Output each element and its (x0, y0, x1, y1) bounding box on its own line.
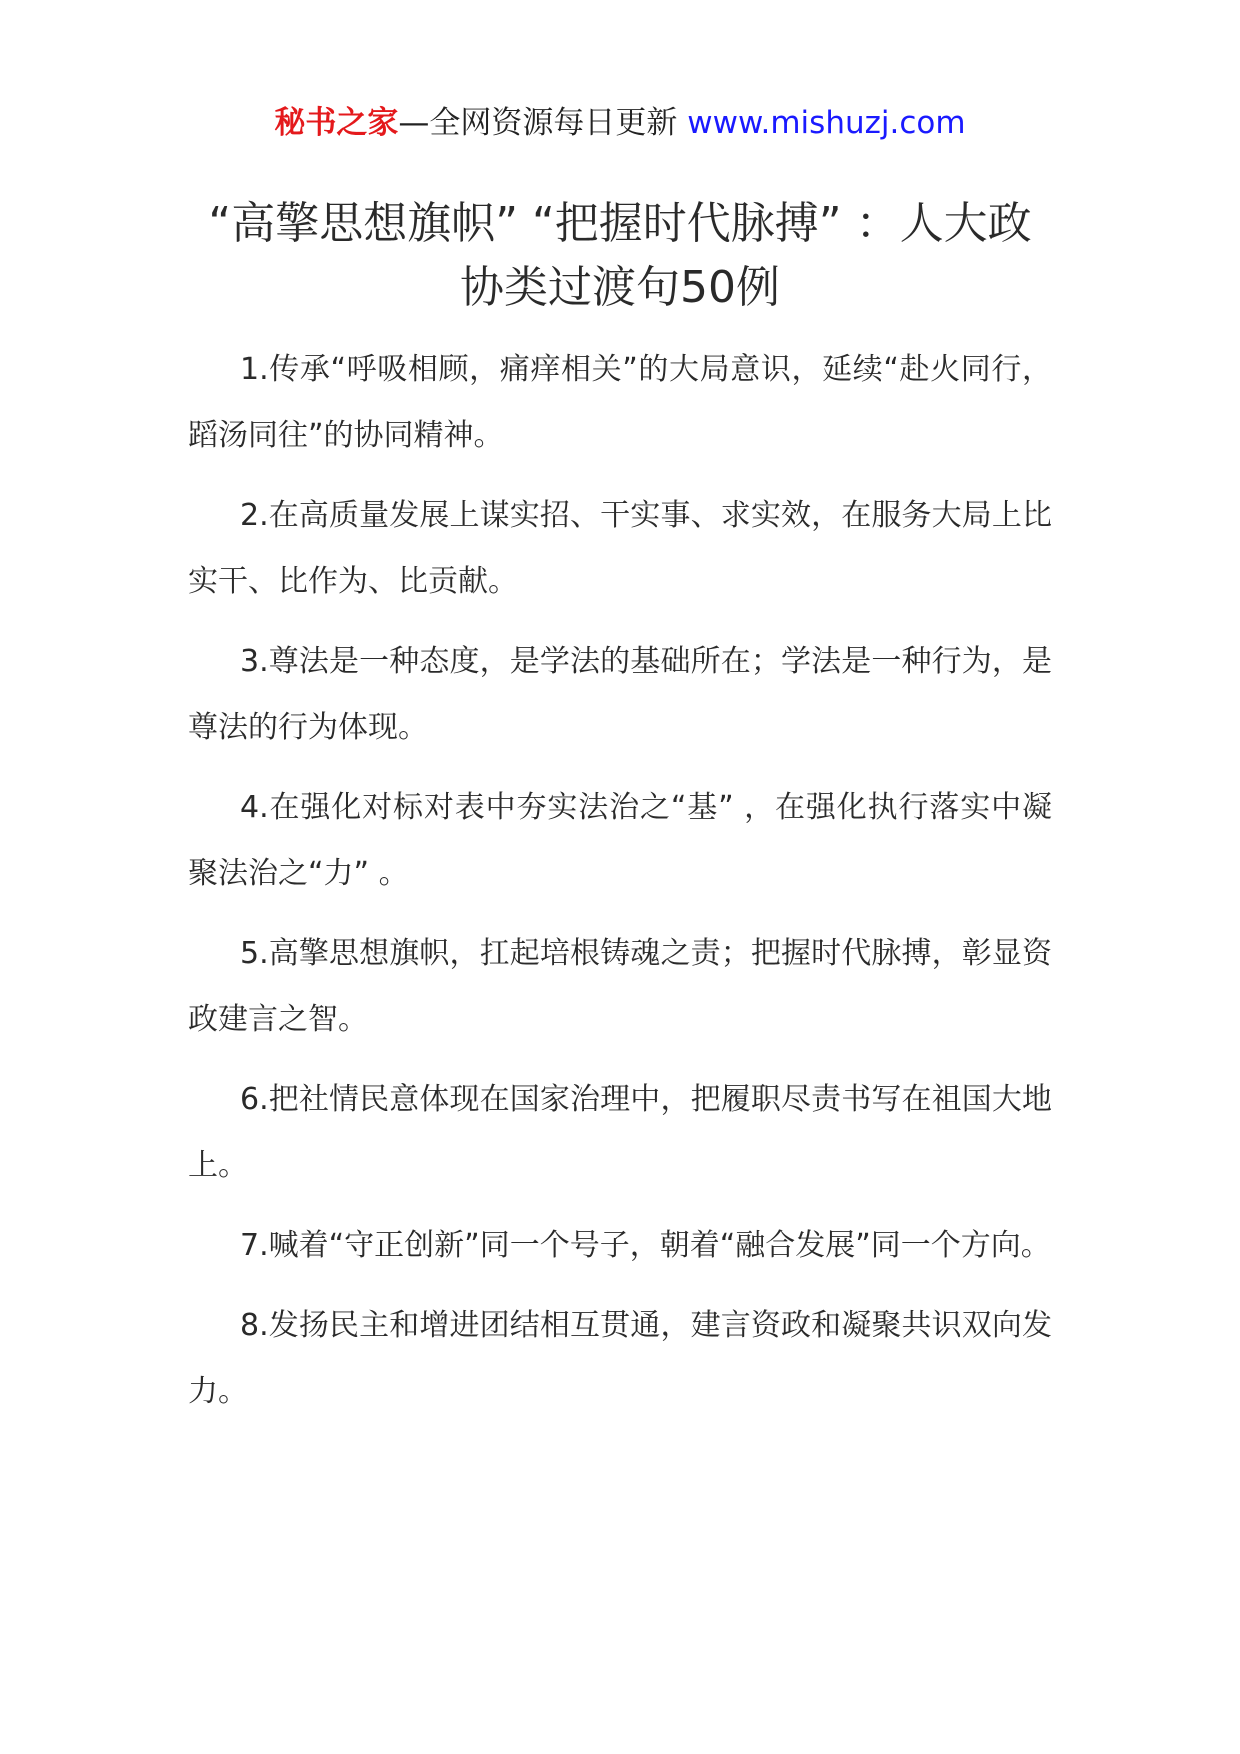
list-item: 2.在高质量发展上谋实招、干实事、求实效，在服务大局上比实干、比作为、比贡献。 (188, 498, 1052, 599)
list-item: 7.喊着“守正创新”同一个号子，朝着“融合发展”同一个方向。 (240, 1228, 1051, 1263)
site-url-link[interactable]: www.mishuzj.com (687, 105, 966, 141)
list-item: 5.高擎思想旗帜，扛起培根铸魂之责；把握时代脉搏，彰显资政建言之智。 (188, 936, 1052, 1037)
document-title: “高擎思想旗帜” “把握时代脉搏” ：人大政协类过渡句50例 (208, 198, 1032, 313)
brand-name: 秘书之家 (274, 105, 399, 141)
site-header (0, 100, 1240, 146)
list-item: 1.传承“呼吸相顾，痛痒相关”的大局意识，延续“赴火同行，蹈汤同往”的协同精神。 (188, 352, 1052, 453)
list-item: 4.在强化对标对表中夯实法治之“基” ，在强化执行落实中凝聚法治之“力” 。 (188, 790, 1052, 891)
sentence-list (188, 337, 1052, 1439)
header-slogan: —全网资源每日更新 (398, 105, 688, 141)
list-item: 3.尊法是一种态度，是学法的基础所在；学法是一种行为，是尊法的行为体现。 (188, 644, 1052, 745)
list-item: 8.发扬民主和增进团结相互贯通，建言资政和凝聚共识双向发力。 (188, 1308, 1052, 1409)
list-item: 6.把社情民意体现在国家治理中，把履职尽责书写在祖国大地上。 (188, 1082, 1052, 1183)
